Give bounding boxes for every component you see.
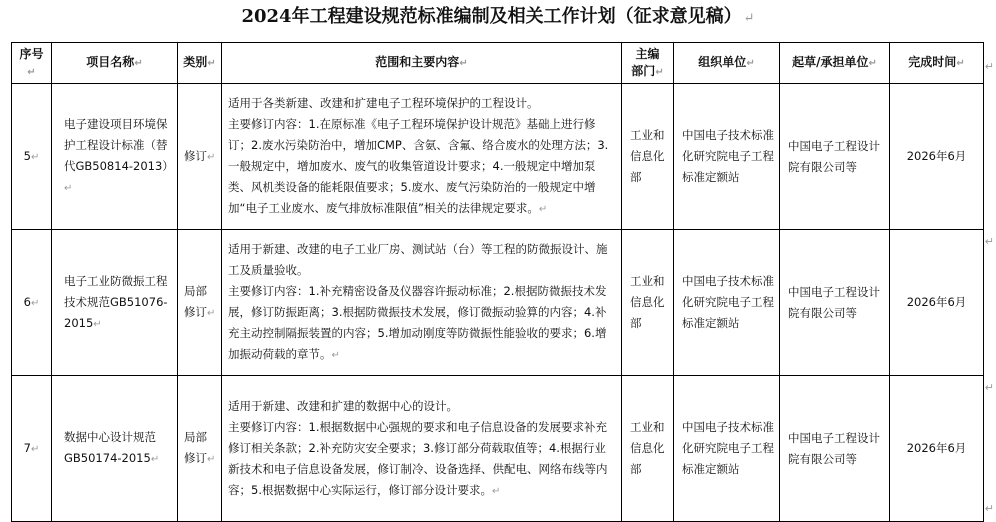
cell-scope: 适用于新建、改建和扩建的数据中心的设计。 主要修订内容：1.根据数据中心强规的要求和电子信息设备的发展要求补充修订相关条款；2.补充防灾安全要求；3.修订部分荷载取值等；4.根据行业新技术和电子信息设备发展，修订制冷、设备选择、供配电、网络布线等内容；5.根据数据中心实际运行，修订部分设计要求。↵ [222,376,622,522]
paragraph-mark-icon: ↵ [30,443,40,455]
paragraph-mark-icon: ↵ [207,454,216,465]
cell-drafter: 中国电子工程设计院有限公司等 [780,376,890,522]
work-plan-table [11,42,984,522]
cell-name: 数据中心设计规范GB50174-2015↵ [52,376,178,522]
paragraph-mark-icon: ↵ [491,485,501,497]
cell-org: 中国电子技术标准化研究院电子工程标准定额站 [674,84,780,230]
cell-date: 2026年6月 [890,230,984,376]
table-row [12,230,984,376]
cell-no: 5↵ [12,84,52,230]
paragraph-mark-icon: ↵ [207,151,216,163]
cell-name: 电子工业防微振工程技术规范GB51076-2015↵ [52,230,178,376]
header-scope: 范围和主要内容↵ [222,43,622,84]
cell-date: 2026年6月 [890,84,984,230]
cell-date: 2026年6月 [890,376,984,522]
paragraph-mark-icon: ↵ [868,58,877,69]
paragraph-mark-icon: ↵ [655,66,664,78]
cell-category: 局部修订↵ [178,376,222,522]
paragraph-mark-icon: ↵ [93,318,102,330]
paragraph-mark-icon: ↵ [207,58,216,69]
row-end-mark-icon: ↵ [984,381,994,394]
header-category: 类别↵ [178,43,222,84]
table-header-row [12,43,984,84]
cell-drafter: 中国电子工程设计院有限公司等 [780,84,890,230]
header-drafter: 起草/承担单位↵ [780,43,890,84]
paragraph-mark-icon: ↵ [64,183,73,194]
paragraph-mark-icon: ↵ [207,308,216,319]
document-title-text: 2024年工程建设规范标准编制及相关工作计划（征求意见稿） [241,6,742,27]
cell-dept: 工业和信息化部 [622,376,674,522]
document-title [0,4,996,32]
paragraph-mark-icon: ↵ [746,58,755,69]
table-row [12,376,984,522]
paragraph-mark-icon: ↵ [30,151,40,163]
paragraph-mark-icon: ↵ [956,58,965,69]
cell-org: 中国电子技术标准化研究院电子工程标准定额站 [674,376,780,522]
cell-category: 局部修订↵ [178,230,222,376]
row-end-mark-icon: ↵ [984,502,994,515]
paragraph-mark-icon: ↵ [538,204,548,215]
header-no: 序号↵ [12,43,52,84]
cell-no: 7↵ [12,376,52,522]
paragraph-mark-icon: ↵ [743,11,755,26]
header-name: 项目名称↵ [52,43,178,84]
header-dept: 主编 部门↵ [622,43,674,84]
header-date: 完成时间↵ [890,43,984,84]
table-row [12,84,984,230]
cell-name: 电子建设项目环境保护工程设计标准（替代GB50814-2013）↵ [52,84,178,230]
row-end-mark-icon: ↵ [984,235,994,248]
cell-dept: 工业和信息化部 [622,230,674,376]
cell-org: 中国电子技术标准化研究院电子工程标准定额站 [674,230,780,376]
cell-drafter: 中国电子工程设计院有限公司等 [780,230,890,376]
cell-no: 6↵ [12,230,52,376]
cell-category: 修订↵ [178,84,222,230]
paragraph-mark-icon: ↵ [331,350,340,361]
paragraph-mark-icon: ↵ [134,58,143,69]
cell-scope: 适用于各类新建、改建和扩建电子工程环境保护的工程设计。 主要修订内容：1.在原标准《电子工程环境保护设计规范》基础上进行修订；2.废水污染防治中，增加CMP、含氨、含氟、络合废水的处理方法；3.一般规定中，增加废水、废气的收集管道设计要求；4.一般规定中增加泵类、风机类设备的能耗限值要求；5.废水、废气污染防治的一般规定中增加“电子工业废水、废气排放标准限值”相关的法律规定要求。↵ [222,84,622,230]
paragraph-mark-icon: ↵ [150,454,160,465]
header-org: 组织单位↵ [674,43,780,84]
cell-dept: 工业和信息化部 [622,84,674,230]
paragraph-mark-icon: ↵ [30,297,40,309]
paragraph-mark-icon: ↵ [459,58,468,69]
paragraph-mark-icon: ↵ [27,66,36,78]
row-end-mark-icon: ↵ [984,60,994,73]
cell-scope: 适用于新建、改建的电子工业厂房、测试站（台）等工程的防微振设计、施工及质量验收。 主要修订内容：1.补充精密设备及仪器容许振动标准；2.根据防微振技术发展，修订防振距离；3.根据防微振技术发展，修订微振动验算的内容；4.补充主动控制隔振装置的内容；5.增加动刚度等防微振性能验收的要求；6.增加振动荷载的章节。↵ [222,230,622,376]
